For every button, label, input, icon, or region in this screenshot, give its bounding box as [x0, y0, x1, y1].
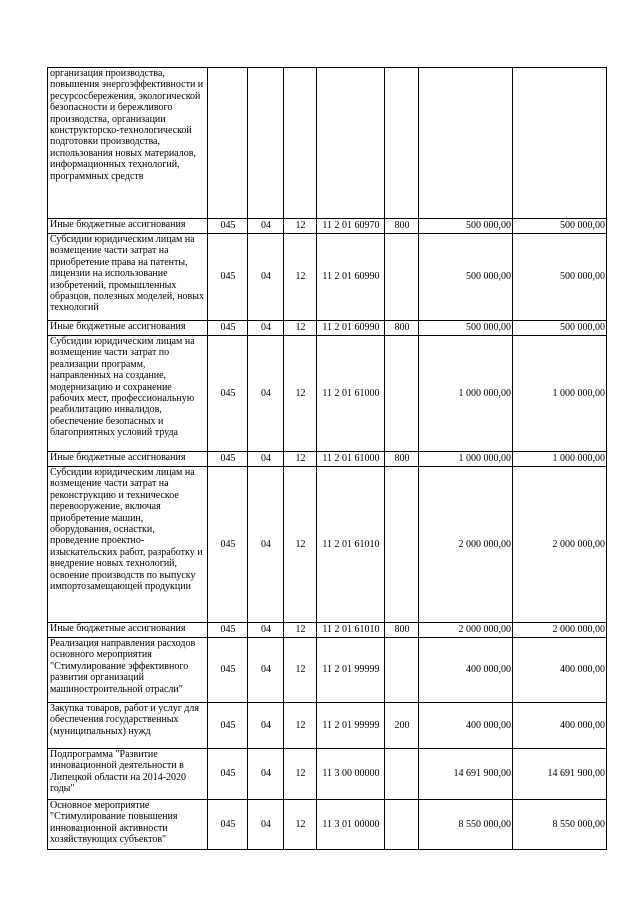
- subsection-code-cell: 12: [284, 321, 317, 336]
- ministry-code-cell: 045: [208, 452, 248, 467]
- subsection-code-cell: 12: [284, 703, 317, 749]
- amount-cell-2: 1 000 000,00: [513, 336, 607, 452]
- ministry-code-cell: 045: [208, 219, 248, 234]
- expense-name-cell: Подпрограмма "Развитие инновационной деятельности в Липецкой области на 2014-2020 годы": [48, 749, 208, 800]
- section-code-cell: 04: [248, 321, 284, 336]
- amount-cell-1: 500 000,00: [419, 234, 513, 321]
- amount-cell-2: 1 000 000,00: [513, 452, 607, 467]
- expense-type-cell: [385, 68, 419, 219]
- target-article-cell: 11 2 01 60970: [317, 219, 385, 234]
- ministry-code-cell: 045: [208, 703, 248, 749]
- subsection-code-cell: 12: [284, 219, 317, 234]
- table-row: [48, 219, 607, 234]
- expense-name-cell: организация производства, повышения энергоэффективности и ресурсосбережения, экологической безопасности и бережливого производства, организации конструкторско-технологической подготовки производства, использования новых материалов, информационных технологий, программных средств: [48, 68, 208, 219]
- amount-cell-2: [513, 68, 607, 219]
- table-row: [48, 800, 607, 850]
- amount-cell-1: 500 000,00: [419, 321, 513, 336]
- subsection-code-cell: 12: [284, 623, 317, 638]
- amount-cell-1: 2 000 000,00: [419, 467, 513, 623]
- ministry-code-cell: 045: [208, 800, 248, 850]
- target-article-cell: 11 2 01 99999: [317, 703, 385, 749]
- table-row: [48, 638, 607, 703]
- table-row: [48, 703, 607, 749]
- subsection-code-cell: 12: [284, 452, 317, 467]
- amount-cell-1: 2 000 000,00: [419, 623, 513, 638]
- amount-cell-2: 2 000 000,00: [513, 467, 607, 623]
- section-code-cell: 04: [248, 452, 284, 467]
- table-row: [48, 749, 607, 800]
- amount-cell-2: 400 000,00: [513, 703, 607, 749]
- section-code-cell: 04: [248, 749, 284, 800]
- section-code-cell: 04: [248, 219, 284, 234]
- amount-cell-2: 500 000,00: [513, 321, 607, 336]
- amount-cell-1: [419, 68, 513, 219]
- expense-name-cell: Закупка товаров, работ и услуг для обеспечения государственных (муниципальных) нужд: [48, 703, 208, 749]
- expense-type-cell: [385, 336, 419, 452]
- expense-type-cell: 800: [385, 321, 419, 336]
- expense-type-cell: [385, 638, 419, 703]
- expense-name-cell: Основное мероприятие "Стимулирование повышения инновационной активности хозяйствующих субъектов": [48, 800, 208, 850]
- ministry-code-cell: 045: [208, 321, 248, 336]
- expense-name-cell: Реализация направления расходов основного мероприятия "Стимулирование эффективного развития организаций машиностроительной отрасли": [48, 638, 208, 703]
- subsection-code-cell: 12: [284, 638, 317, 703]
- target-article-cell: 11 2 01 61000: [317, 452, 385, 467]
- expense-type-cell: 800: [385, 219, 419, 234]
- amount-cell-2: 400 000,00: [513, 638, 607, 703]
- subsection-code-cell: 12: [284, 234, 317, 321]
- amount-cell-1: 500 000,00: [419, 219, 513, 234]
- expense-type-cell: [385, 467, 419, 623]
- subsection-code-cell: [284, 68, 317, 219]
- table-row: [48, 68, 607, 219]
- expense-type-cell: [385, 749, 419, 800]
- ministry-code-cell: 045: [208, 234, 248, 321]
- ministry-code-cell: 045: [208, 638, 248, 703]
- amount-cell-2: 500 000,00: [513, 234, 607, 321]
- amount-cell-1: 1 000 000,00: [419, 336, 513, 452]
- table-row: [48, 234, 607, 321]
- table-row: [48, 467, 607, 623]
- expense-type-cell: 800: [385, 623, 419, 638]
- amount-cell-2: 500 000,00: [513, 219, 607, 234]
- amount-cell-1: 14 691 900,00: [419, 749, 513, 800]
- target-article-cell: 11 3 00 00000: [317, 749, 385, 800]
- amount-cell-2: 14 691 900,00: [513, 749, 607, 800]
- ministry-code-cell: 045: [208, 336, 248, 452]
- amount-cell-1: 1 000 000,00: [419, 452, 513, 467]
- expense-type-cell: [385, 234, 419, 321]
- ministry-code-cell: 045: [208, 749, 248, 800]
- section-code-cell: 04: [248, 800, 284, 850]
- section-code-cell: [248, 68, 284, 219]
- amount-cell-1: 400 000,00: [419, 703, 513, 749]
- section-code-cell: 04: [248, 467, 284, 623]
- section-code-cell: 04: [248, 336, 284, 452]
- table-row: [48, 321, 607, 336]
- subsection-code-cell: 12: [284, 749, 317, 800]
- target-article-cell: 11 2 01 60990: [317, 234, 385, 321]
- table-row: [48, 623, 607, 638]
- section-code-cell: 04: [248, 638, 284, 703]
- target-article-cell: 11 2 01 61010: [317, 623, 385, 638]
- amount-cell-1: 400 000,00: [419, 638, 513, 703]
- target-article-cell: 11 2 01 61010: [317, 467, 385, 623]
- table-row: [48, 336, 607, 452]
- budget-table-body: [48, 68, 607, 850]
- ministry-code-cell: 045: [208, 467, 248, 623]
- subsection-code-cell: 12: [284, 467, 317, 623]
- expense-name-cell: Иные бюджетные ассигнования: [48, 452, 208, 467]
- subsection-code-cell: 12: [284, 800, 317, 850]
- section-code-cell: 04: [248, 234, 284, 321]
- target-article-cell: 11 2 01 99999: [317, 638, 385, 703]
- target-article-cell: 11 2 01 60990: [317, 321, 385, 336]
- expense-name-cell: Иные бюджетные ассигнования: [48, 321, 208, 336]
- section-code-cell: 04: [248, 703, 284, 749]
- target-article-cell: [317, 68, 385, 219]
- table-row: [48, 452, 607, 467]
- budget-table: [47, 67, 607, 850]
- expense-type-cell: 800: [385, 452, 419, 467]
- section-code-cell: 04: [248, 623, 284, 638]
- amount-cell-1: 8 550 000,00: [419, 800, 513, 850]
- expense-name-cell: Субсидии юридическим лицам на возмещение части затрат на реконструкцию и техническое перевооружение, включая приобретение машин, оборудования, оснастки, проведение проектно-изыскательских работ, разработку и внедрение новых технологий, освоение производств по выпуску импортозамещающей продукции: [48, 467, 208, 623]
- expense-type-cell: 200: [385, 703, 419, 749]
- amount-cell-2: 2 000 000,00: [513, 623, 607, 638]
- subsection-code-cell: 12: [284, 336, 317, 452]
- target-article-cell: 11 2 01 61000: [317, 336, 385, 452]
- ministry-code-cell: [208, 68, 248, 219]
- expense-name-cell: Субсидии юридическим лицам на возмещение части затрат на приобретение права на патенты, лицензии на использование изобретений, промышленных образцов, полезных моделей, новых технологий: [48, 234, 208, 321]
- expense-name-cell: Субсидии юридическим лицам на возмещение части затрат по реализации программ, направленных на создание, модернизацию и сохранение рабочих мест, профессиональную реабилитацию инвалидов, обеспечение безопасных и благоприятных условий труда: [48, 336, 208, 452]
- expense-name-cell: Иные бюджетные ассигнования: [48, 219, 208, 234]
- expense-type-cell: [385, 800, 419, 850]
- amount-cell-2: 8 550 000,00: [513, 800, 607, 850]
- target-article-cell: 11 3 01 00000: [317, 800, 385, 850]
- expense-name-cell: Иные бюджетные ассигнования: [48, 623, 208, 638]
- ministry-code-cell: 045: [208, 623, 248, 638]
